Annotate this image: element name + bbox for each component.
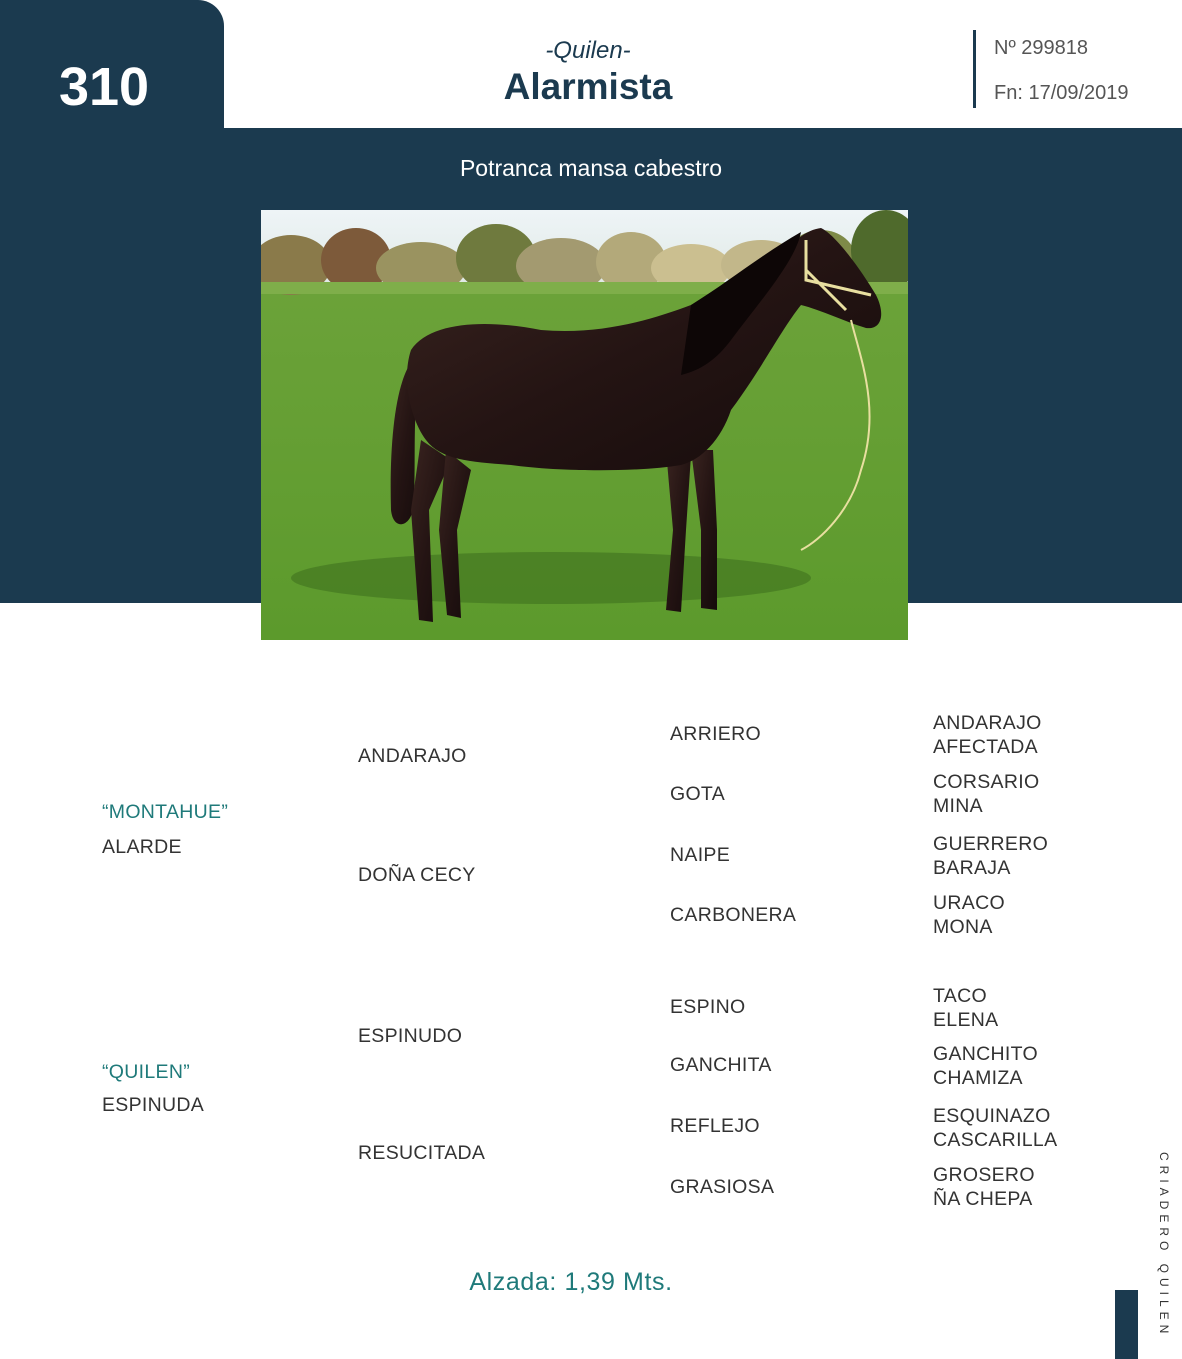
great-grandparent: GRASIOSA (670, 1176, 775, 1198)
grandparent: DOÑA CECY (358, 864, 476, 886)
great-grandparent: GANCHITA (670, 1054, 772, 1076)
gg-grandparent: MINA (933, 795, 983, 817)
dam-name: ESPINUDA (102, 1094, 205, 1116)
gg-grandparent: AFECTADA (933, 736, 1038, 758)
horse-description: Potranca mansa cabestro (459, 155, 723, 181)
gg-grandparent: CHAMIZA (933, 1067, 1023, 1089)
sire-name: ALARDE (102, 836, 182, 858)
great-grandparent: REFLEJO (670, 1115, 760, 1137)
gg-grandparent: BARAJA (933, 857, 1011, 879)
gg-grandparent: CORSARIO (933, 771, 1040, 793)
grandparent: ESPINUDO (358, 1025, 463, 1047)
gg-grandparent: MONA (933, 916, 993, 938)
great-grandparent: ARRIERO (670, 723, 761, 745)
gg-grandparent: GROSERO (933, 1164, 1035, 1186)
side-bar (1115, 1290, 1138, 1359)
horse-name: Alarmista (503, 66, 673, 107)
great-grandparent: ESPINO (670, 996, 746, 1018)
side-label: CRIADERO QUILEN (1157, 1152, 1171, 1339)
gg-grandparent: GANCHITO (933, 1043, 1038, 1065)
gg-grandparent: ELENA (933, 1009, 999, 1031)
gg-grandparent: ANDARAJO (933, 712, 1042, 734)
grandparent: ANDARAJO (358, 745, 467, 767)
great-grandparent: CARBONERA (670, 904, 797, 926)
gg-grandparent: ESQUINAZO (933, 1105, 1051, 1127)
birth-date: Fn: 17/09/2019 (994, 82, 1129, 104)
gg-grandparent: ÑA CHEPA (933, 1188, 1033, 1210)
gg-grandparent: CASCARILLA (933, 1129, 1058, 1151)
great-grandparent: GOTA (670, 783, 726, 805)
sire-breeder: “MONTAHUE” (102, 801, 229, 823)
gg-grandparent: GUERRERO (933, 833, 1049, 855)
gg-grandparent: TACO (933, 985, 987, 1007)
lot-number: 310 (58, 57, 150, 117)
gg-grandparent: URACO (933, 892, 1005, 914)
header-divider (973, 30, 976, 108)
dam-breeder: “QUILEN” (102, 1061, 190, 1083)
horse-photo (261, 210, 908, 640)
registration-number: Nº 299818 (994, 37, 1089, 59)
farm-name: -Quilen- (545, 37, 631, 64)
great-grandparent: NAIPE (670, 844, 731, 866)
height-label: Alzada: 1,39 Mts. (469, 1268, 673, 1296)
grandparent: RESUCITADA (358, 1142, 486, 1164)
